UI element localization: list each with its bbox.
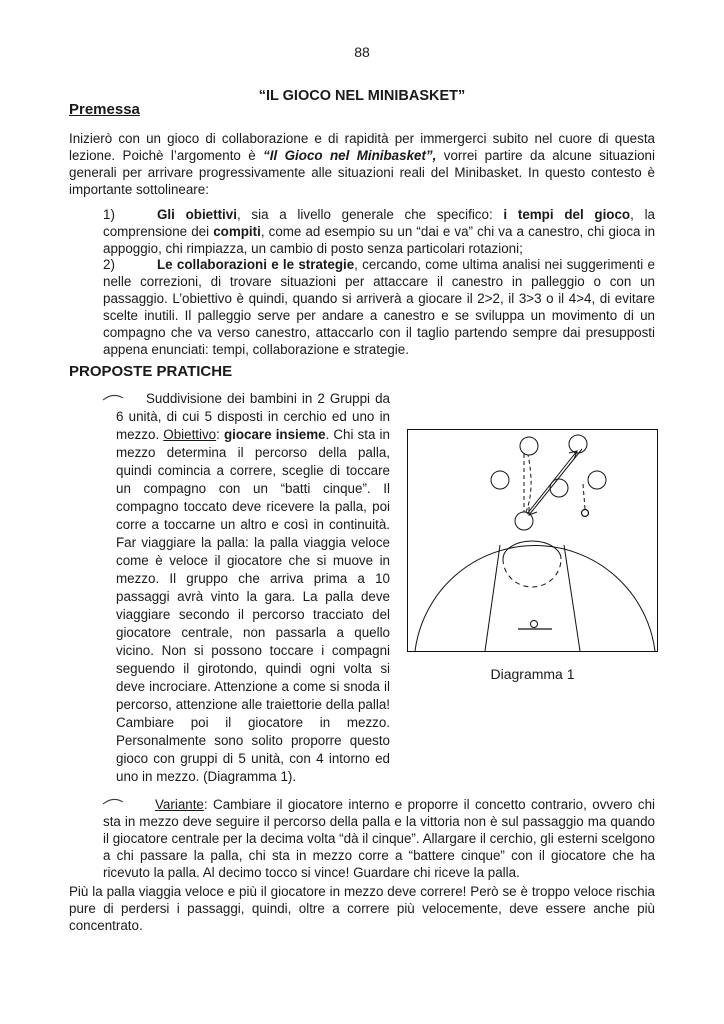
exercise-objective-label: Obiettivo [163, 427, 217, 442]
variante-label: Variante [155, 797, 204, 812]
exercise-objective-value: giocare insieme [223, 427, 326, 442]
player-outer-2 [569, 435, 587, 453]
list-item-text: , sia a livello generale che specifico: [236, 207, 504, 222]
paint-line-right [564, 545, 580, 651]
free-throw-circle-bottom [503, 559, 561, 587]
document-title: “IL GIOCO NEL MINIBASKET” [258, 88, 466, 104]
pass-arrow-back [529, 449, 582, 515]
list-item-heading: Le collaborazioni e le strategie [157, 257, 355, 272]
page-number: 88 [354, 44, 370, 60]
exercise-1-text [116, 390, 390, 786]
intro-text-1: Inizierò con un gioco di collaborazione e di rapidità per immergerci subito nel cuore di questa lezione. Poichè l’argomento è [69, 131, 655, 163]
list-item-text: , come ad esempio su un “dai e va” chi va a canestro, chi gioca in appoggio, chi rimpiazza, un cambio di posto senza particolari rotazioni; [103, 224, 656, 256]
list-item-text: , la comprensione dei [103, 207, 655, 239]
basket [531, 621, 538, 628]
list-item-text: , cercando, come ultima analisi nei suggerimenti e nelle correzioni, di trovare situazioni per attaccare il canestro in palleggio o con un passaggio. L’obiettivo è quindi, quando si arriverà a giocare il 2>2, il 3>3 o il 4>4, di evitare scelte inutili. Il palleggio serve per andare a canestro e se sviluppa un movimento di un compagno che va verso canestro, attaccarlo con il taglio partendo sempre dai presupposti appena enunciati: tempi, collaborazione e strategie. [103, 257, 655, 357]
exercise-text: . Chi sta in mezzo determina il percorso della palla, quindi comincia a correre, sceglie di toccare un compagno con un “batti cinque”. Il compagno toccato deve ricevere la palla, poi corre a toccarne un altro e così in continuità. Far viaggiare la palla: la palla viaggia veloce come è veloce il giocatore che si muove in mezzo. Il gruppo che arriva prima a 10 passaggi avrà vinto la gara. La palla deve viaggiare secondo il percorso tracciato del giocatore centrale, non passarla a quello vicino. Non si possono toccare i compagni seguendo il girotondo, quindi ogni volta si deve incrociare. Attenzione a come si snoda il percorso, attenzione alle traiettorie della palla! Cambiare poi il giocatore in mezzo. Personalmente sono solito proporre questo gioco con gruppi di 5 unità, con 4 intorno ed uno in mezzo. (Diagramma 1). [116, 427, 390, 784]
court-border [408, 430, 658, 652]
list-item-number: 2) [103, 257, 115, 272]
intro-paragraph [69, 130, 655, 198]
diagram-caption: Diagramma 1 [490, 666, 575, 682]
list-item-bold: compiti [213, 224, 261, 239]
diagram-1 [407, 429, 658, 652]
player-outer-4 [588, 471, 606, 489]
premessa-heading: Premessa [69, 101, 140, 118]
cut-line-curve [526, 455, 531, 512]
exercise-text: Suddivisione dei bambini in 2 Gruppi da 6 unità, di cui 5 disposti in cerchio ed uno in mezzo. [116, 391, 390, 442]
exercise-text: : [216, 427, 224, 442]
pass-arrow-diagonal [527, 451, 577, 514]
list-item-number: 1) [103, 207, 115, 222]
list-item-heading: Gli obiettivi [157, 207, 237, 222]
paint-line-left [485, 545, 500, 651]
intro-title-emphasis: “Il Gioco nel Minibasket”, [263, 148, 437, 163]
intro-text-2: vorrei partire da alcune situazioni generali per arrivare progressivamente alle situazioni reali del Minibasket. In questo contesto è importante sottolineare: [69, 148, 655, 197]
player-outer-3 [491, 471, 509, 489]
three-point-arc [415, 546, 655, 651]
closing-paragraph: Più la palla viaggia veloce e più il giocatore in mezzo deve correre! Però se è troppo veloce rischia pure di perdersi i passaggi, quindi, oltre a correre più velocemente, deve essere anche più concentrato. [69, 884, 655, 933]
proposte-heading: PROPOSTE PRATICHE [69, 363, 233, 380]
ball-trail [583, 484, 585, 509]
free-throw-circle-top [503, 541, 561, 559]
variante-paragraph [103, 796, 655, 881]
list-item-2 [103, 256, 655, 358]
variante-text: : Cambiare il giocatore interno e proporre il concetto contrario, ovvero chi sta in mezzo deve seguire il percorso della palla e la vittoria non è sul passaggio ma quando il giocatore centrale per la decima volta “dà il cinque”. Allargare il cerchio, gli esterni scelgono a chi passare la palla, chi sta in mezzo corre a “battere cinque” con il giocatore che ha ricevuto la palla. Al decimo tocco si vince! Guardare chi riceve la palla. [103, 797, 655, 880]
ball [582, 510, 589, 517]
list-item-bold: i tempi del gioco [503, 207, 631, 222]
player-outer-1 [520, 437, 538, 455]
list-item-1 [103, 206, 655, 257]
